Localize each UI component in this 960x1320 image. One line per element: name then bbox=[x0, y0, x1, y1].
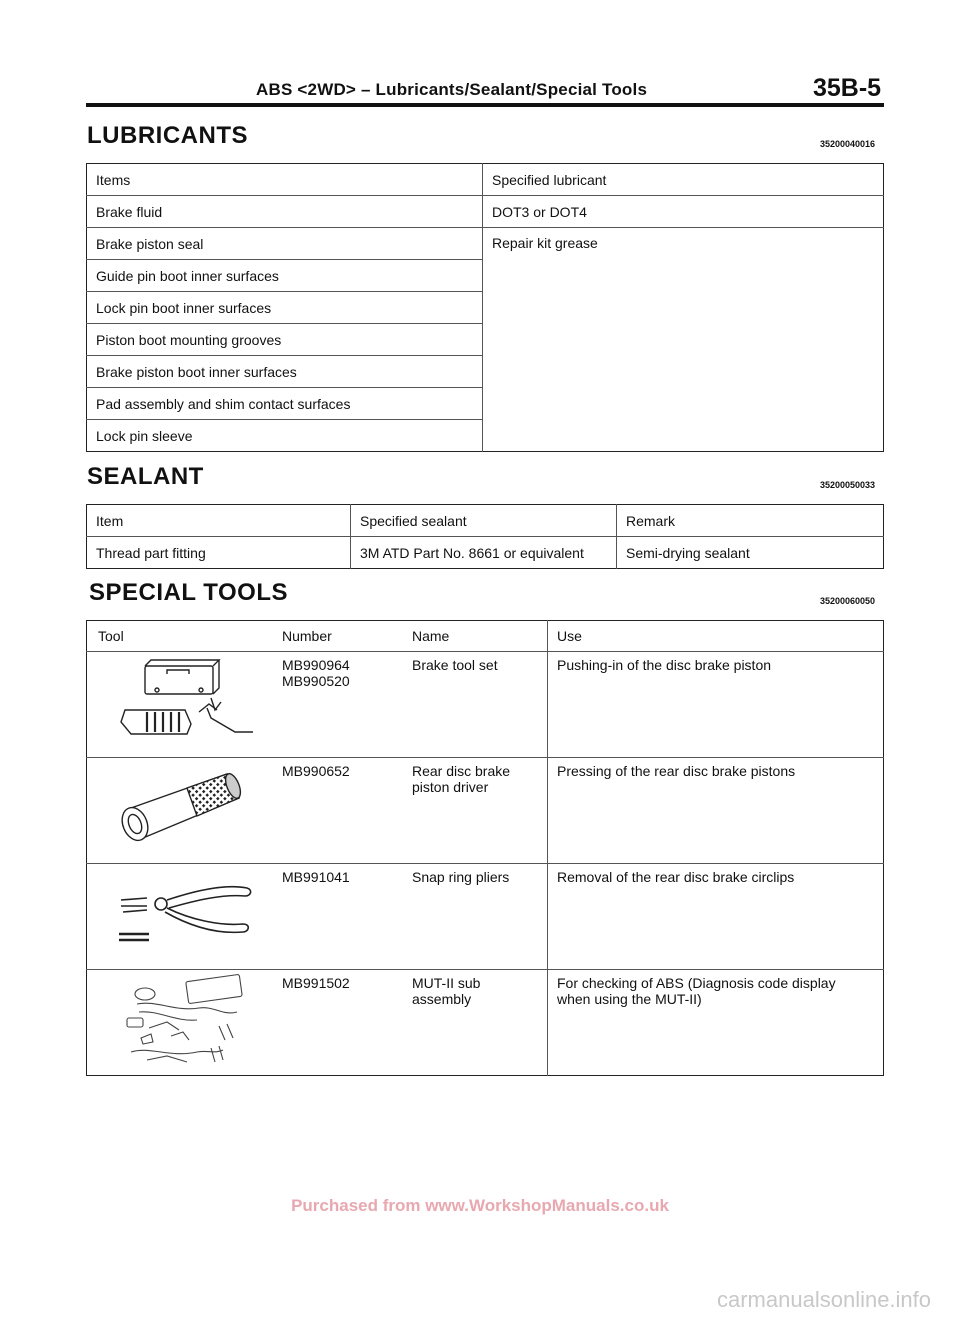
sealant-remark: Semi-drying sealant bbox=[626, 544, 750, 561]
lubricant-item: Brake piston seal bbox=[87, 228, 483, 260]
special-tools-title: SPECIAL TOOLS bbox=[89, 579, 288, 606]
tool-number bbox=[273, 758, 403, 864]
special-tools-code: 35200060050 bbox=[820, 596, 876, 606]
part-number: MB991041 bbox=[282, 869, 350, 885]
sealant-item: Thread part fitting bbox=[87, 537, 351, 569]
column-header-specified-sealant: Specified sealant bbox=[351, 505, 617, 537]
lubricant-item: Lock pin sleeve bbox=[87, 420, 483, 452]
tool-use bbox=[548, 864, 884, 970]
site-watermark: carmanualsonline.info bbox=[717, 1287, 932, 1312]
lubricants-code: 35200040016 bbox=[820, 139, 876, 149]
tool-name-line: piston driver bbox=[412, 779, 489, 795]
part-number: MB990520 bbox=[282, 673, 350, 689]
column-header-item: Item bbox=[87, 505, 351, 537]
tool-number bbox=[273, 864, 403, 970]
lubricants-table bbox=[86, 163, 884, 452]
tool-number bbox=[273, 652, 403, 758]
special-tools-table bbox=[86, 620, 884, 1076]
lubricant-item: Piston boot mounting grooves bbox=[87, 324, 483, 356]
tool-name bbox=[403, 758, 548, 864]
tool-use-line: Pushing-in of the disc brake piston bbox=[557, 657, 772, 673]
column-header-remark: Remark bbox=[617, 505, 884, 537]
tool-name-line: Brake tool set bbox=[412, 657, 498, 673]
tool-number bbox=[273, 970, 403, 1076]
tool-use bbox=[548, 970, 884, 1076]
table-row bbox=[87, 864, 884, 970]
table-row bbox=[87, 758, 884, 864]
part-number: MB990652 bbox=[282, 763, 350, 779]
column-header-name: Name bbox=[403, 621, 548, 652]
tool-use-line: Removal of the rear disc brake circlips bbox=[557, 869, 795, 885]
lubricant-item: Brake fluid bbox=[87, 196, 483, 228]
tool-illustration-cell bbox=[87, 652, 274, 758]
tool-name-line: Rear disc brake bbox=[412, 763, 511, 779]
lubricant-item: Pad assembly and shim contact surfaces bbox=[87, 388, 483, 420]
brake-tool-set-icon bbox=[87, 652, 262, 758]
table-row bbox=[87, 652, 884, 758]
table-header-row bbox=[87, 505, 884, 537]
lubricants-title: LUBRICANTS bbox=[87, 122, 248, 149]
tool-use bbox=[548, 758, 884, 864]
sealant-code: 35200050033 bbox=[820, 480, 876, 490]
column-header-items: Items bbox=[87, 164, 483, 196]
part-number: MB991502 bbox=[282, 975, 350, 991]
lubricant-item: Brake piston boot inner surfaces bbox=[87, 356, 483, 388]
lubricant-item: Guide pin boot inner surfaces bbox=[87, 260, 483, 292]
lubricant-item: Lock pin boot inner surfaces bbox=[87, 292, 483, 324]
column-header-use: Use bbox=[548, 621, 884, 652]
sealant-spec: 3M ATD Part No. 8661 or equivalent bbox=[351, 537, 617, 569]
lubricant-spec: Repair kit grease bbox=[492, 235, 598, 251]
piston-driver-icon bbox=[87, 758, 262, 864]
page-header-title: ABS <2WD> – Lubricants/Sealant/Special Tools bbox=[256, 80, 648, 99]
table-row bbox=[87, 970, 884, 1076]
mut-ii-sub-assembly-icon bbox=[87, 970, 262, 1076]
tool-illustration-cell bbox=[87, 864, 274, 970]
tool-use-line: For checking of ABS (Diagnosis code display bbox=[557, 975, 836, 991]
snap-ring-pliers-icon bbox=[87, 864, 262, 970]
column-header-specified-lubricant: Specified lubricant bbox=[483, 164, 884, 196]
part-number: MB990964 bbox=[282, 657, 350, 673]
tool-use-line: when using the MUT-II) bbox=[557, 991, 702, 1007]
tool-name bbox=[403, 970, 548, 1076]
column-header-number: Number bbox=[273, 621, 403, 652]
table-header-row bbox=[87, 621, 884, 652]
lubricant-spec: DOT3 or DOT4 bbox=[483, 196, 884, 228]
tool-name-line: assembly bbox=[412, 991, 472, 1007]
sealant-table bbox=[86, 504, 884, 569]
column-header-tool: Tool bbox=[87, 621, 274, 652]
table-row bbox=[87, 196, 884, 228]
purchased-from-footer: Purchased from www.WorkshopManuals.co.uk bbox=[291, 1196, 669, 1215]
tool-name bbox=[403, 864, 548, 970]
tool-illustration-cell bbox=[87, 970, 274, 1076]
tool-name-line: Snap ring pliers bbox=[412, 869, 510, 885]
tool-use-line: Pressing of the rear disc brake pistons bbox=[557, 763, 796, 779]
table-row bbox=[87, 537, 884, 569]
sealant-title: SEALANT bbox=[87, 463, 204, 490]
tool-use bbox=[548, 652, 884, 758]
table-header-row bbox=[87, 164, 884, 196]
page-number: 35B-5 bbox=[813, 74, 882, 102]
header-rule bbox=[86, 103, 884, 107]
tool-name-line: MUT-II sub bbox=[412, 975, 481, 991]
tool-name bbox=[403, 652, 548, 758]
tool-illustration-cell bbox=[87, 758, 274, 864]
table-row bbox=[87, 228, 884, 260]
